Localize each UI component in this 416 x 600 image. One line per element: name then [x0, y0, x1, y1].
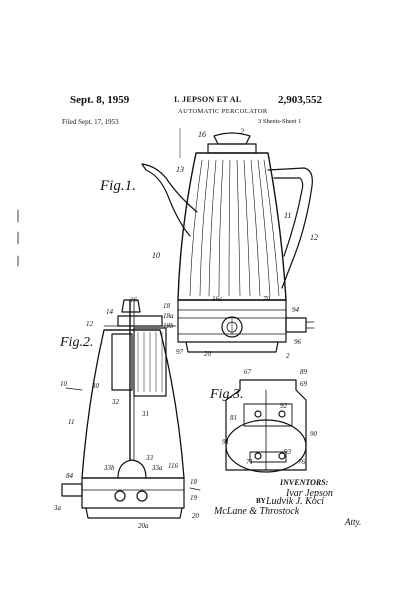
ref-num: 14: [106, 308, 113, 316]
ref-num: 69: [300, 380, 307, 388]
ref-num: 11: [284, 211, 292, 220]
ref-num: 76: [298, 458, 305, 466]
ref-num: 20: [204, 350, 211, 358]
inventor-line: I. JEPSON ET AL: [174, 95, 242, 104]
ref-num: 92: [280, 402, 287, 410]
ref-num: 18: [190, 478, 197, 486]
ref-num: 81: [230, 414, 237, 422]
filed-date: Filed Sept. 17, 1953: [62, 118, 119, 126]
ref-num: 20a: [138, 522, 149, 530]
ref-num: 90: [310, 430, 317, 438]
ref-num: 116: [168, 462, 178, 470]
inventor-name-2: Ludvik J. Koci: [266, 496, 325, 507]
ref-num: 70: [263, 295, 270, 303]
patent-title: AUTOMATIC PERCOLATOR: [178, 108, 268, 115]
ref-num: 16c: [212, 295, 223, 303]
ref-num: 31: [142, 410, 149, 418]
ref-num: 33a: [152, 464, 163, 472]
patent-number: 2,903,552: [278, 94, 322, 106]
ref-num: 12: [86, 320, 93, 328]
sheet-count: 3 Sheets-Sheet 1: [258, 118, 302, 125]
ref-num: 93: [284, 448, 291, 456]
ref-num: 33b: [104, 464, 115, 472]
ref-num: 18: [163, 302, 170, 310]
ref-num: 2: [286, 352, 290, 360]
by-label: BY: [256, 497, 266, 505]
figure-1-drawing: [99, 127, 318, 360]
ref-num: 12: [310, 233, 318, 242]
ref-num: 67: [244, 368, 251, 376]
ref-num: 10: [60, 380, 67, 388]
ref-num: 20: [192, 512, 199, 520]
ref-num: 33: [146, 454, 153, 462]
ref-num: 96: [294, 338, 301, 346]
ref-num: 91: [222, 438, 229, 446]
ref-num: 71: [246, 458, 253, 466]
ref-num: 10: [152, 251, 160, 260]
ref-num: 16: [198, 130, 206, 139]
ref-num: 3a: [54, 504, 61, 512]
attorney-label: Atty.: [345, 517, 362, 527]
figure-3-label: Fig.3.: [210, 387, 244, 402]
ref-num: 89: [300, 368, 307, 376]
ref-num: 97: [176, 348, 183, 356]
figure-2-label: Fig.2.: [60, 335, 94, 350]
ref-num: 30: [92, 382, 99, 390]
inventor-name-1: Ivar Jepson: [286, 488, 333, 499]
ref-num: 2: [240, 127, 244, 136]
body-fluting: [190, 160, 279, 296]
ref-num: 16: [130, 296, 137, 304]
ref-num: 19: [190, 494, 197, 502]
ref-num: 18a: [163, 312, 174, 320]
figure-1-label: Fig.1.: [100, 178, 136, 194]
inventors-label: INVENTORS:: [280, 478, 329, 487]
ref-num: 18b: [163, 322, 174, 330]
ref-num: 11: [68, 418, 75, 426]
ref-num: 32: [112, 398, 119, 406]
figure-3-drawing: [209, 368, 318, 472]
attorney-signature: McLane & Throstock: [214, 506, 300, 517]
ref-num: 13: [176, 165, 184, 174]
ref-num: 94: [292, 306, 299, 314]
ref-num: 84: [66, 472, 73, 480]
patent-date: Sept. 8, 1959: [70, 94, 130, 106]
